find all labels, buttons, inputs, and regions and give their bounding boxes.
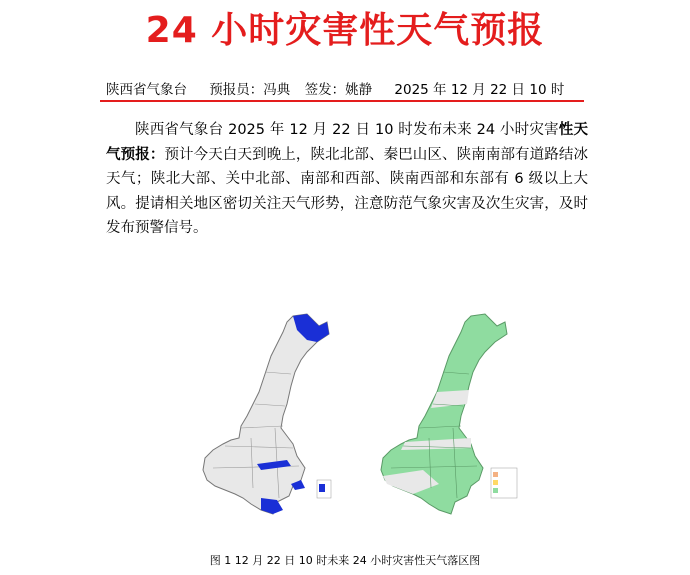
icing-map xyxy=(203,314,331,514)
issuer-field xyxy=(305,82,373,98)
issuer-name: 姚静 xyxy=(345,82,373,98)
issue-info xyxy=(106,78,582,98)
issuing-org: 陕西省气象台 xyxy=(106,82,187,98)
hazard-maps xyxy=(195,308,535,530)
forecast-bold-phrase: 性天气预报： xyxy=(106,122,589,163)
page-title: 24 小时灾害性天气预报 xyxy=(145,10,545,51)
issuer-label: 签发： xyxy=(304,82,346,98)
forecaster-field xyxy=(209,82,290,98)
header-divider xyxy=(100,100,584,102)
forecaster-label: 预报员： xyxy=(209,82,264,98)
figure-caption: 图 1 12 月 22 日 10 时未来 24 小时灾害性天气落区图 xyxy=(209,554,481,567)
wind-map xyxy=(381,314,517,514)
forecast-lead: 陕西省气象台 2025 年 12 月 22 日 10 时发布未来 24 小时灾害 xyxy=(135,122,559,138)
forecast-body: 预计今天白天到晚上，陕北北部、秦巴山区、陕南南部有道路结冰天气；陕北大部、关中北部、南部和西部、陕南西部和东部有 6 级以上大风。提请相关地区密切关注天气形势，注意防范气象灾害及次生灾害，及时发布预警信号。 xyxy=(106,146,588,236)
forecast-text xyxy=(106,118,588,241)
wind-legend-swatch-1 xyxy=(493,472,498,477)
wind-legend-swatch-2 xyxy=(493,480,498,485)
icing-legend-swatch xyxy=(319,484,325,492)
forecaster-name: 冯典 xyxy=(263,82,291,98)
wind-legend-swatch-3 xyxy=(493,488,498,493)
issue-time: 2025 年 12 月 22 日 10 时 xyxy=(394,82,565,98)
